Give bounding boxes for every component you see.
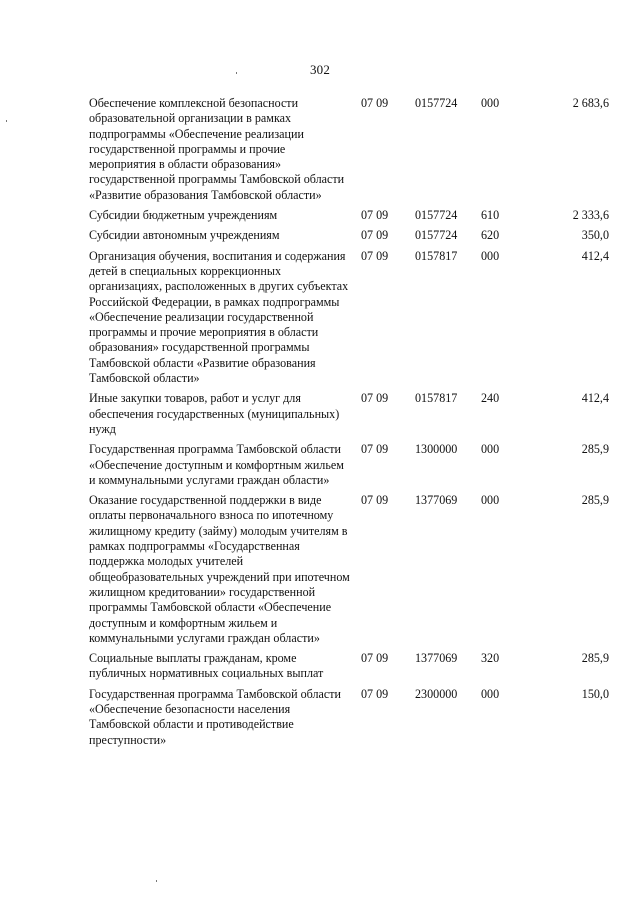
row-section: 07 09: [361, 651, 389, 666]
table-row: [89, 687, 609, 748]
row-amount: 285,9: [581, 442, 609, 457]
row-section: 07 09: [361, 493, 389, 508]
row-section: 07 09: [361, 248, 389, 263]
row-amount: 412,4: [581, 248, 609, 263]
page-number: 302: [309, 62, 331, 77]
table-row: [89, 442, 609, 488]
row-name: Иные закупки товаров, работ и услуг для обеспечения государственных (муниципальных) нужд: [89, 391, 340, 436]
row-amount: 350,0: [581, 228, 609, 243]
row-amount: 285,9: [581, 651, 609, 666]
row-name: Государственная программа Тамбовской области «Обеспечение доступным и комфортным жильем и коммунальными услугами граждан области»: [89, 442, 344, 487]
table-row: [89, 249, 609, 387]
scan-speck: [236, 72, 237, 74]
row-target-code: 0157724: [415, 96, 458, 110]
row-section: 07 09: [361, 228, 389, 243]
row-target-code: 0157817: [415, 391, 458, 406]
row-target-code: 1377069: [415, 651, 458, 666]
row-target-code: 0157817: [415, 248, 458, 263]
table-row: [89, 493, 609, 646]
row-target-code: 0157724: [415, 228, 458, 243]
row-expense-type: 000: [481, 248, 500, 263]
row-section: 07 09: [361, 686, 389, 701]
row-expense-type: 000: [481, 493, 500, 508]
row-amount: 412,4: [581, 391, 609, 406]
row-amount: 2 333,6: [572, 208, 609, 223]
table-row: [89, 228, 609, 243]
row-amount: 150,0: [581, 686, 609, 701]
row-section: 07 09: [361, 208, 389, 223]
row-name: Организация обучения, воспитания и содержания детей в специальных коррекционных организациях, расположенных в других субъектах Российской Федерации, в рамках подпрограммы «Обеспечение реализации государственной программы и прочие мероприятия в области образования» государственной программы Тамбовской области «Развитие образования Тамбовской области»: [89, 248, 349, 386]
row-section: 07 09: [361, 442, 389, 457]
table-row: [89, 96, 609, 203]
row-expense-type: 000: [481, 686, 500, 701]
row-name: Государственная программа Тамбовской области «Обеспечение безопасности населения Тамбовской области и противодействие преступности»: [89, 686, 341, 747]
table-row: [89, 651, 609, 682]
row-expense-type: 610: [481, 208, 500, 223]
row-name: Субсидии бюджетным учреждениям: [89, 208, 278, 223]
row-name: Оказание государственной поддержки в виде оплаты первоначального взноса по ипотечному жилищному кредиту (займу) молодым учителям в рамках подпрограммы «Государственная поддержка молодых учителей общеобразовательных учреждений при ипотечном жилищном кредитовании» государственной программы Тамбовской области «Обеспечение доступным и комфортным жильем и коммунальными услугами граждан области»: [89, 493, 350, 645]
row-name: Субсидии автономным учреждениям: [89, 228, 280, 243]
scan-speck: [156, 880, 157, 882]
table-row: [89, 208, 609, 223]
budget-table: [89, 96, 609, 753]
row-expense-type: 240: [481, 391, 500, 406]
row-name: Обеспечение комплексной безопасности образовательной организации в рамках подпрограммы «Обеспечение реализации государственной программы и прочие мероприятия в области образования» государственной программы Тамбовской области «Развитие образования Тамбовской области»: [89, 96, 345, 202]
row-expense-type: 320: [481, 651, 500, 666]
scan-speck: [6, 120, 7, 122]
row-name: Социальные выплаты гражданам, кроме публичных нормативных социальных выплат: [89, 651, 324, 681]
row-amount: 285,9: [581, 493, 609, 508]
table-row: [89, 391, 609, 437]
row-expense-type: 620: [481, 228, 500, 243]
row-target-code: 0157724: [415, 208, 458, 223]
row-target-code: 2300000: [415, 686, 458, 701]
row-section: 07 09: [361, 96, 389, 110]
row-amount: 2 683,6: [572, 96, 609, 110]
row-expense-type: 000: [481, 442, 500, 457]
row-target-code: 1300000: [415, 442, 458, 457]
row-section: 07 09: [361, 391, 389, 406]
row-target-code: 1377069: [415, 493, 458, 508]
row-expense-type: 000: [481, 96, 500, 110]
